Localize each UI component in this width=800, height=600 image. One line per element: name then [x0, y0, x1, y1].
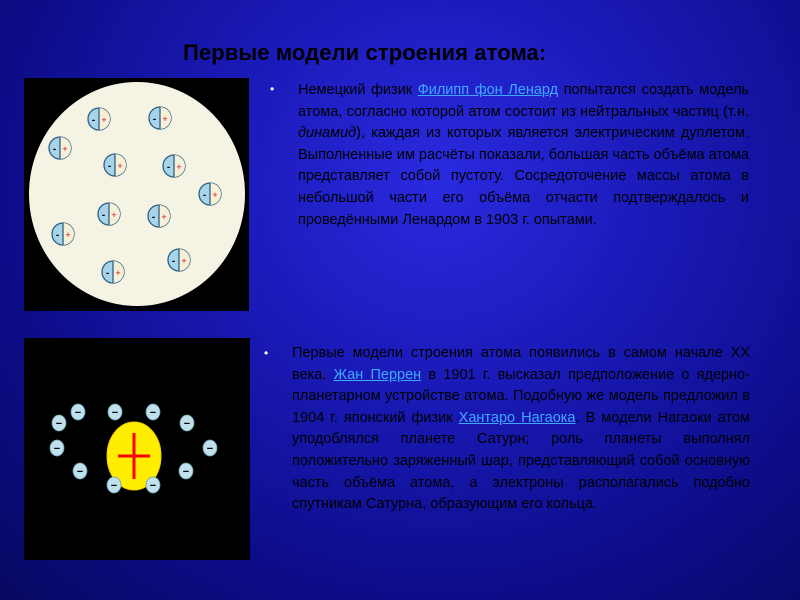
nagaoka-model-diagram — [24, 338, 250, 560]
electron — [146, 404, 160, 420]
electron-minus-sign: − — [111, 407, 119, 419]
bullet-1: • — [270, 82, 275, 96]
p1-italic-dynamid: динамид — [298, 125, 357, 142]
dynamid-minus-sign: - — [101, 210, 106, 221]
nagaoka-atom-svg — [24, 338, 250, 560]
electron — [203, 440, 217, 456]
p1-text-2: попытался создать модель атома, согласно которой атом состоит из нейтральных частиц (т.н. — [298, 82, 749, 120]
dynamid-particle — [98, 203, 120, 225]
p2-text-1: Первые модели строения атома появились в самом начале XX века. — [292, 345, 750, 383]
dynamid-particle — [149, 107, 171, 129]
dynamid-particle — [102, 261, 124, 283]
lenard-model-diagram — [24, 78, 249, 311]
dynamid-plus-sign: + — [65, 230, 71, 240]
dynamid-minus-sign: - — [52, 144, 57, 155]
p1-text-1: Немецкий физик — [298, 82, 418, 98]
electron-minus-sign: − — [149, 480, 157, 492]
electron-minus-sign: − — [110, 480, 118, 492]
dynamid-plus-sign: + — [181, 256, 187, 266]
link-nagaoka[interactable]: Хантаро Нагаока — [458, 409, 576, 426]
electron-minus-sign: − — [182, 466, 190, 478]
electron — [73, 463, 87, 479]
dynamid-plus-sign: + — [111, 210, 117, 220]
electron-minus-sign: − — [55, 418, 63, 430]
paragraph-perrin-nagaoka — [292, 343, 750, 516]
lenard-atom-svg — [24, 78, 249, 311]
electron-minus-sign: − — [149, 407, 157, 419]
dynamid-minus-sign: - — [166, 162, 171, 173]
dynamid-minus-sign: - — [107, 161, 112, 172]
dynamid-particle — [49, 137, 71, 159]
dynamid-minus-sign: - — [55, 230, 60, 241]
electron — [108, 404, 122, 420]
electron-minus-sign: − — [53, 443, 61, 455]
dynamid-particle — [163, 155, 185, 177]
electron-minus-sign: − — [183, 418, 191, 430]
dynamid-minus-sign: - — [202, 190, 207, 201]
p2-text-2: в 1901 г. высказал предположение о ядерно-планетарном устройстве атома. Подобную же модель предложил в 1904 г. японский физик — [292, 366, 751, 426]
dynamid-minus-sign: - — [151, 212, 156, 223]
dynamid-plus-sign: + — [212, 190, 218, 200]
link-lenard[interactable]: Филипп фон Ленард — [417, 82, 559, 98]
electron — [179, 463, 193, 479]
bullet-2: • — [264, 346, 269, 360]
dynamid-plus-sign: + — [62, 144, 68, 154]
p1-text-3: ), каждая из которых является электрическим дуплетом. Выполненные им расчёты показали, большая часть объёма атома представляет собой пустоту. Сосредоточение массы атома в небольшой части его объёма отчасти подтверждалось и проведёнными Ленардом в 1903 г. опытами. — [298, 125, 749, 228]
dynamid-particle — [199, 183, 221, 205]
dynamid-minus-sign: - — [152, 114, 157, 125]
electron — [180, 415, 194, 431]
link-perrin[interactable]: Жан Перрен — [333, 366, 422, 383]
electron — [107, 477, 121, 493]
dynamid-particle — [148, 205, 170, 227]
dynamid-particle — [104, 154, 126, 176]
dynamid-particle — [88, 108, 110, 130]
dynamid-minus-sign: - — [171, 256, 176, 267]
dynamid-particle — [52, 223, 74, 245]
paragraph-lenard — [298, 80, 749, 231]
dynamid-plus-sign: + — [101, 115, 107, 125]
electron — [52, 415, 66, 431]
dynamid-plus-sign: + — [117, 161, 123, 171]
slide-title: Первые модели строения атома: — [183, 40, 547, 65]
electron-minus-sign: − — [74, 407, 82, 419]
dynamid-plus-sign: + — [162, 114, 168, 124]
dynamid-plus-sign: + — [161, 212, 167, 222]
dynamid-minus-sign: - — [91, 115, 96, 126]
dynamid-particle — [168, 249, 190, 271]
electron — [50, 440, 64, 456]
electron-minus-sign: − — [206, 443, 214, 455]
electron — [71, 404, 85, 420]
dynamid-plus-sign: + — [115, 268, 121, 278]
dynamid-plus-sign: + — [176, 162, 182, 172]
dynamid-minus-sign: - — [105, 268, 110, 279]
electron — [146, 477, 160, 493]
p2-text-3: . В модели Нагаоки атом уподоблялся планете Сатурн; роль планеты выполнял положительно заряженный шар, представляющий собой основную часть объёма атома, а электроны располагались подобно спутникам Сатурна, образующим его кольца. — [292, 409, 751, 513]
electron-minus-sign: − — [76, 466, 84, 478]
